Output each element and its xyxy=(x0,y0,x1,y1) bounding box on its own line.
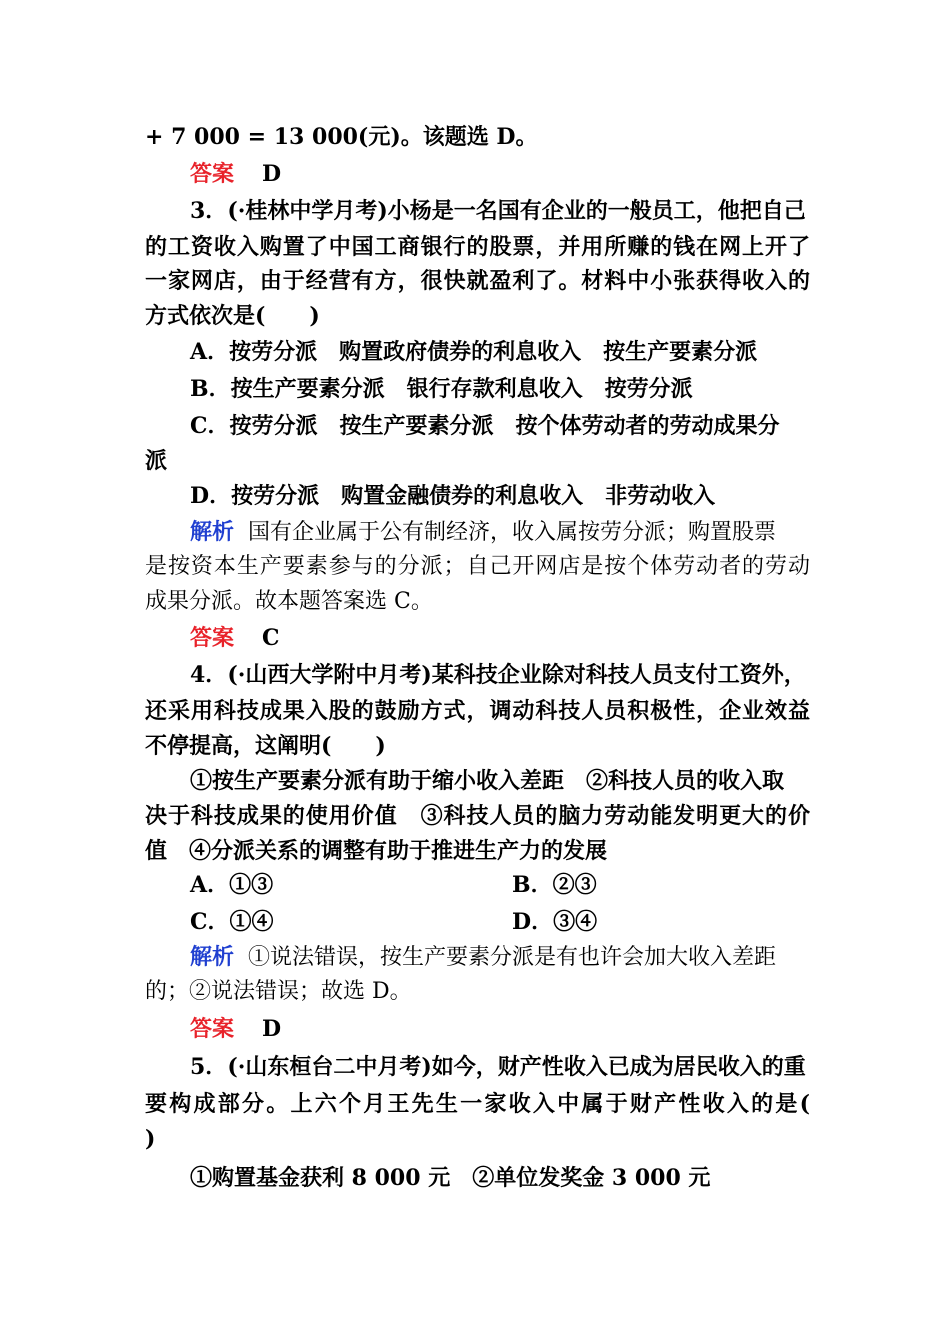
analysis-label: 解析 xyxy=(190,519,235,545)
option-c: C．①④ xyxy=(190,909,274,935)
analysis-line xyxy=(145,977,810,1007)
answer-value: D xyxy=(262,1016,282,1042)
question-text: 要构成部分。上六个月王先生一家收入中属于财产性收入的是( xyxy=(145,1091,810,1117)
question-text: 不停提高，这阐明( ) xyxy=(145,733,386,759)
question-text: 方式依次是( ) xyxy=(145,303,320,329)
analysis-label: 解析 xyxy=(190,944,235,970)
question-source: (·山西大学附中月考) xyxy=(227,662,432,688)
statement-line xyxy=(190,1163,810,1193)
statement-text: 值 ④分派关系的调整有助于推进生产力的发展 xyxy=(145,838,608,864)
answer-value: D xyxy=(262,161,282,187)
options-row xyxy=(512,907,792,937)
question-number: 3． xyxy=(190,198,228,224)
answer-line xyxy=(190,1014,810,1045)
question-text: 还采用科技成果入股的鼓励方式，调动科技人员积极性，企业效益 xyxy=(145,698,810,724)
question-text: 小杨是一名国有企业的一般员工，他把自己 xyxy=(387,198,806,224)
analysis-text: 成果分派。故本题答案选 C。 xyxy=(145,589,433,614)
analysis-text: 国有企业属于公有制经济，收入属按劳分派；购置股票 xyxy=(248,520,777,545)
question-source: (·山东桓台二中月考) xyxy=(227,1054,432,1080)
option-text: 派 xyxy=(145,448,168,474)
option-c xyxy=(190,411,810,441)
options-row xyxy=(512,870,792,900)
statement-line xyxy=(190,766,810,796)
analysis-text: 的；②说法错误；故选 D。 xyxy=(145,979,412,1004)
question-text: 某科技企业除对科技人员支付工资外， xyxy=(431,662,806,688)
analysis-line xyxy=(190,517,810,548)
option-d: D．③④ xyxy=(512,909,598,935)
answer-label: 答案 xyxy=(190,625,235,651)
statement-line xyxy=(145,836,810,866)
option-b: B．②③ xyxy=(512,872,597,898)
option-d xyxy=(190,481,810,511)
question-3-text-line xyxy=(145,266,810,296)
question-3-text-line xyxy=(145,301,810,331)
statement-text: 决于科技成果的使用价值 ③科技人员的脑力劳动能发明更大的价 xyxy=(145,803,810,829)
question-4-text-line xyxy=(145,731,810,761)
analysis-line xyxy=(190,942,810,973)
option-text: A．按劳分派 购置政府债券的利息收入 按生产要素分派 xyxy=(190,339,758,365)
analysis-text: ①说法错误，按生产要素分派是有也许会加大收入差距 xyxy=(248,945,777,970)
option-text: B．按生产要素分派 银行存款利息收入 按劳分派 xyxy=(190,376,693,402)
option-c-continuation xyxy=(145,446,810,476)
option-a: A．①③ xyxy=(190,872,274,898)
question-number: 4． xyxy=(190,662,228,688)
question-source: (·桂林中学月考) xyxy=(227,198,388,224)
question-3-stem xyxy=(190,196,810,226)
question-5-text-line xyxy=(145,1124,810,1154)
question-number: 5． xyxy=(190,1054,228,1080)
question-4-text-line xyxy=(145,696,810,726)
analysis-text: 是按资本生产要素参与的分派；自己开网店是按个体劳动者的劳动 xyxy=(145,554,810,579)
question-text: 的工资收入购置了中国工商银行的股票，并用所赚的钱在网上开了 xyxy=(145,234,810,260)
question-3-text-line xyxy=(145,232,810,262)
answer-label: 答案 xyxy=(190,161,235,187)
calc-continuation: + 7 000 = 13 000(元)。该题选 D。 xyxy=(145,124,538,150)
option-text: C．按劳分派 按生产要素分派 按个体劳动者的劳动成果分 xyxy=(190,413,780,439)
statement-text: ①按生产要素分派有助于缩小收入差距 ②科技人员的收入取 xyxy=(190,768,785,794)
question-5-text-line xyxy=(145,1089,810,1119)
question-text: 一家网店，由于经营有方，很快就盈利了。材料中小张获得收入的 xyxy=(145,268,810,294)
answer-label: 答案 xyxy=(190,1016,235,1042)
question-text: 如今，财产性收入已成为居民收入的重 xyxy=(431,1054,806,1080)
statement-text: ①购置基金获利 8 000 元 ②单位发奖金 3 000 元 xyxy=(190,1165,711,1191)
answer-value: C xyxy=(262,625,280,651)
analysis-line xyxy=(145,587,810,617)
question-5-stem xyxy=(190,1052,810,1082)
question-4-stem xyxy=(190,660,810,690)
answer-line xyxy=(190,159,810,190)
analysis-line xyxy=(145,552,810,582)
option-b xyxy=(190,374,810,404)
option-a xyxy=(190,337,810,367)
option-text: D．按劳分派 购置金融债券的利息收入 非劳动收入 xyxy=(190,483,716,509)
text-line xyxy=(145,122,810,152)
question-text: ) xyxy=(145,1126,156,1152)
answer-line xyxy=(190,623,810,654)
statement-line xyxy=(145,801,810,831)
